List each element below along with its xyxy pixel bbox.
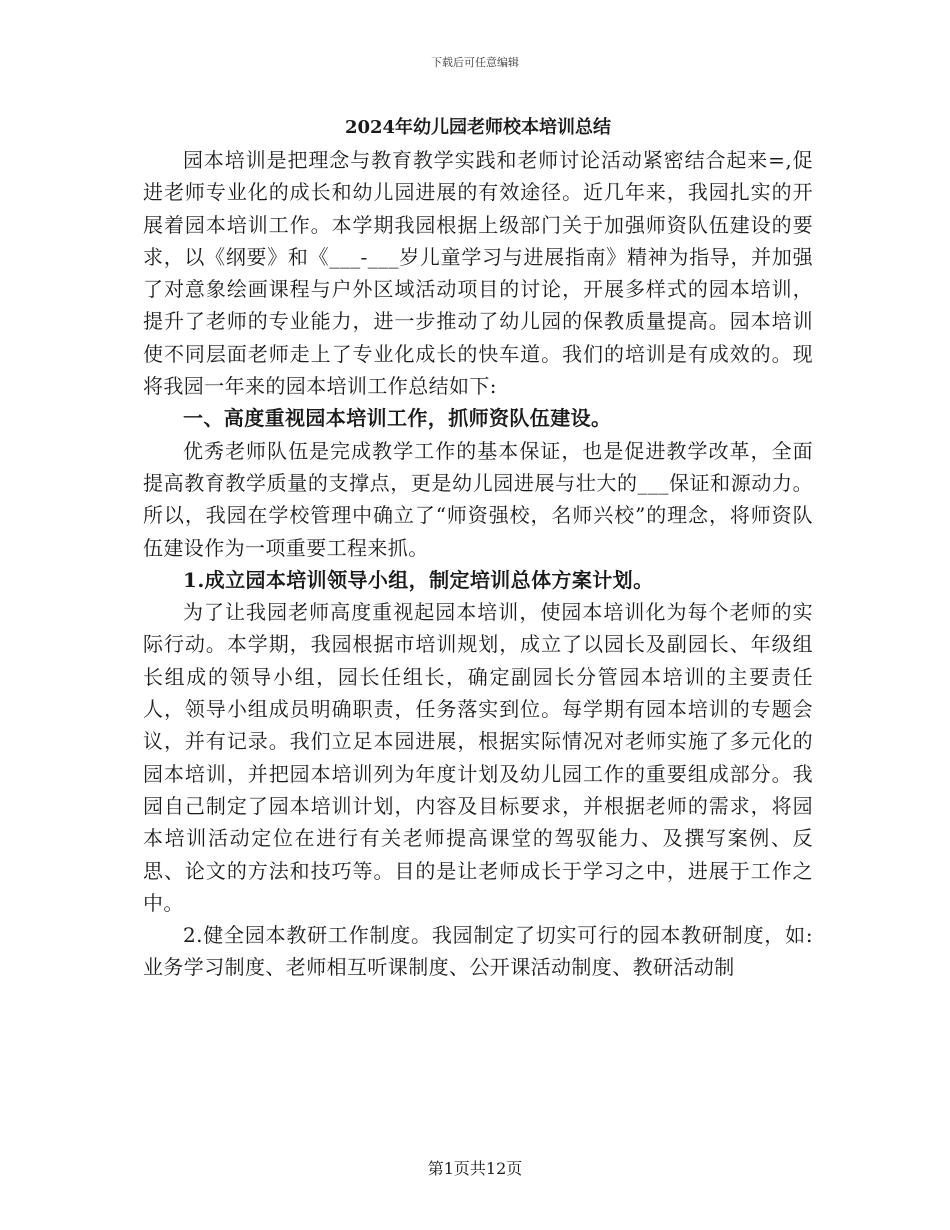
paragraph-leadership-group: 为了让我园老师高度重视起园本培训，使园本培训化为每个老师的实际行动。本学期，我园根据市培训规划，成立了以园长及副园长、年级组长组成的领导小组，园长任组长，确定副园长分管园本培训的主要责任人，领导小组成员明确职责，任务落实到位。每学期有园本培训的专题会议，并有记录。我们立足本园进展，根据实际情况对老师实施了多元化的园本培训，并把园本培训列为年度计划及幼儿园工作的重要组成部分。我园自己制定了园本培训计划，内容及目标要求，并根据老师的需求，将园本培训活动定位在进行有关老师提高课堂的驾驭能力、及撰写案例、反思、论文的方法和技巧等。目的是让老师成长于学习之中，进展于工作之中。	[143, 600, 813, 915]
document-title: 2024年幼儿园老师校本培训总结	[344, 117, 612, 138]
header-note: 下载后可任意编辑	[431, 56, 519, 69]
paragraph-teacher-team: 优秀老师队伍是完成教学工作的基本保证，也是促进教学改革，全面提高教育教学质量的支撑点，更是幼儿园进展与壮大的___保证和源动力。所以，我园在学校管理中确立了“师资强校，名师兴校”的理念，将师资队伍建设作为一项重要工程来抓。	[143, 438, 813, 560]
subsection-heading-1: 1.成立园本培训领导小组，制定培训总体方案计划。	[183, 567, 654, 592]
paragraph-research-system: 2.健全园本教研工作制度。我园制定了切实可行的园本教研制度，如:业务学习制度、老师相互听课制度、公开课活动制度、教研活动制	[143, 923, 813, 980]
page-footer: 第1页共12页	[427, 1159, 523, 1178]
document-body	[143, 112, 813, 984]
paragraph-intro: 园本培训是把理念与教育教学实践和老师讨论活动紧密结合起来=,促进老师专业化的成长和幼儿园进展的有效途径。近几年来，我园扎实的开展着园本培训工作。本学期我园根据上级部门关于加强师资队伍建设的要求，以《纲要》和《___-___岁儿童学习与进展指南》精神为指导，并加强了对意象绘画课程与户外区域活动项目的讨论，开展多样式的园本培训，提升了老师的专业能力，进一步推动了幼儿园的保教质量提高。园本培训使不同层面老师走上了专业化成长的快车道。我们的培训是有成效的。现将我园一年来的园本培训工作总结如下:	[143, 148, 813, 399]
section-heading-1: 一、高度重视园本培训工作，抓师资队伍建设。	[183, 406, 612, 431]
